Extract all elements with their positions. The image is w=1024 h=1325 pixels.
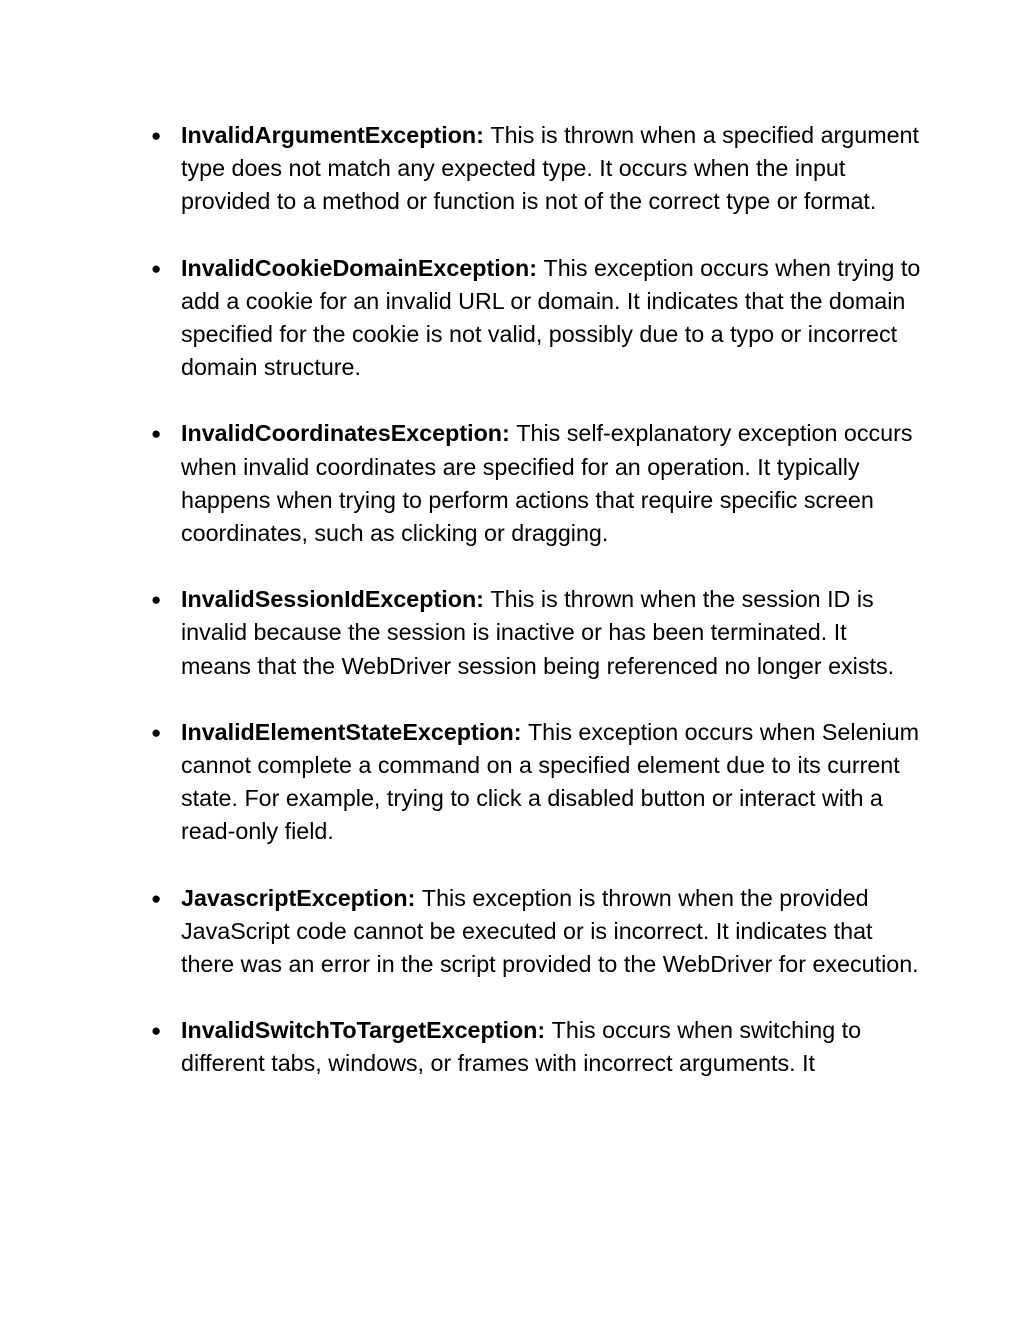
- exception-description: This is thrown when the session ID is invalid because the session is inactive or has been terminated. It means that the WebDriver session being referenced no longer exists.: [181, 586, 895, 679]
- list-item-text: [181, 716, 921, 849]
- list-item-text: [181, 1014, 921, 1080]
- list-item: [0, 119, 1024, 219]
- exception-description: This exception is thrown when the provided JavaScript code cannot be executed or is incorrect. It indicates that there was an error in the script provided to the WebDriver for execution.: [181, 884, 919, 978]
- list-item: [0, 417, 1024, 550]
- list-item-text: [181, 882, 921, 982]
- list-item-text: [181, 252, 921, 385]
- list-item-text: [181, 119, 921, 219]
- list-item: [0, 1014, 1024, 1080]
- list-item-text: [181, 417, 921, 550]
- exception-description: This exception occurs when trying to add a cookie for an invalid URL or domain. It indicates that the domain specified for the cookie is not valid, possibly due to a typo or incorrect domain structure.: [181, 254, 921, 381]
- bullet-icon: ●: [151, 424, 162, 444]
- list-item: [0, 583, 1024, 683]
- exception-term: InvalidCoordinatesException:: [181, 420, 517, 447]
- exception-description: This exception occurs when Selenium cannot complete a command on a specified element due to its current state. For example, trying to click a disabled button or interact with a read-only field.: [181, 718, 920, 845]
- exception-description: This self-explanatory exception occurs when invalid coordinates are specified for an operation. It typically happens when trying to perform actions that require specific screen coordinates, such as clicking or dragging.: [181, 420, 913, 547]
- exception-list: [0, 119, 1024, 1114]
- list-item: [0, 716, 1024, 849]
- exception-term: InvalidSwitchToTargetException:: [181, 1017, 552, 1044]
- bullet-icon: ●: [151, 722, 162, 742]
- list-item: [0, 882, 1024, 982]
- bullet-icon: ●: [151, 258, 162, 278]
- exception-term: InvalidCookieDomainException:: [181, 254, 544, 281]
- bullet-icon: ●: [151, 590, 162, 610]
- exception-term: InvalidElementStateException:: [181, 718, 528, 745]
- exception-term: InvalidSessionIdException:: [181, 586, 491, 613]
- exception-term: InvalidArgumentException:: [181, 122, 491, 148]
- exception-term: JavascriptException:: [181, 884, 422, 911]
- bullet-icon: ●: [151, 888, 162, 908]
- bullet-icon: ●: [151, 1021, 162, 1041]
- list-item-text: [181, 583, 921, 683]
- exception-description: This is thrown when a specified argument type does not match any expected type. It occurs when the input provided to a method or function is not of the correct type or format.: [181, 122, 919, 215]
- list-item: [0, 252, 1024, 385]
- bullet-icon: ●: [151, 126, 162, 145]
- exception-description: This occurs when switching to different tabs, windows, or frames with incorrect arguments. It: [181, 1017, 862, 1077]
